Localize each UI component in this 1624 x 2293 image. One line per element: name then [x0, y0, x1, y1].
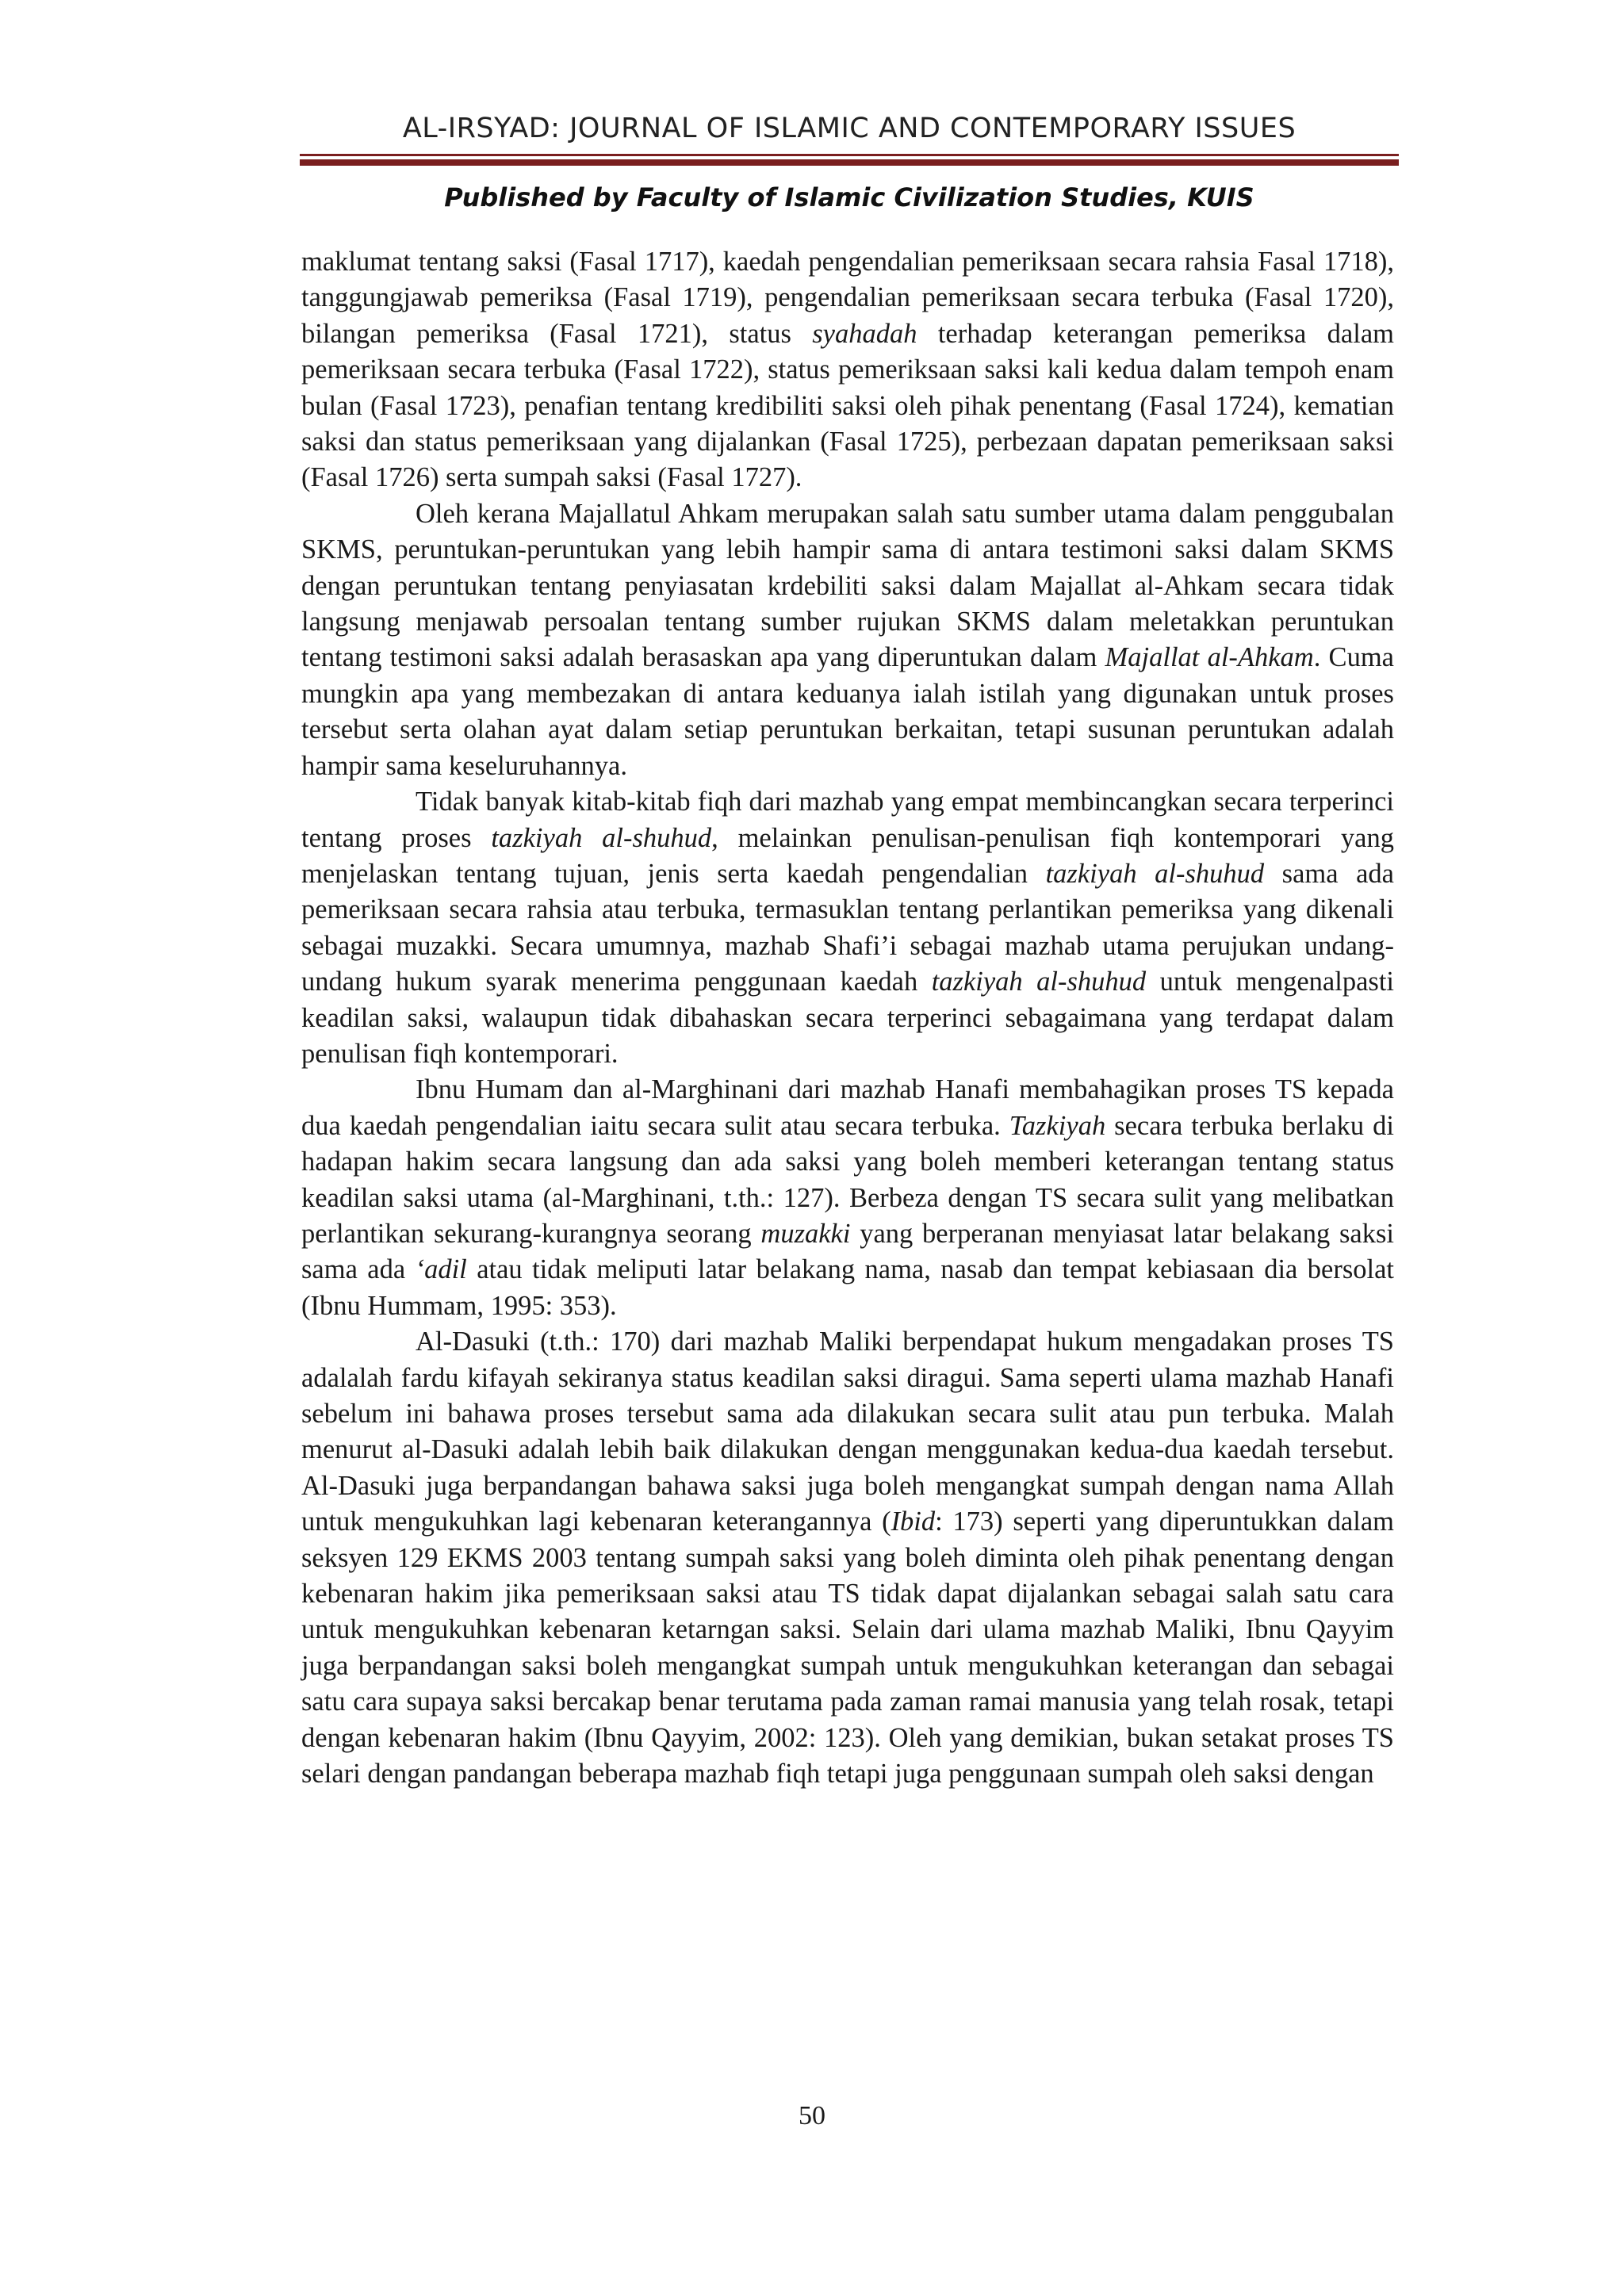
paragraph-text: : 173) seperti yang diperuntukkan dalam seksyen 129 EKMS 2003 tentang sumpah saksi yang boleh diminta oleh pihak penentang dengan kebenaran hakim jika pemeriksaan saksi atau TS tidak dapat dijalankan sebagai salah satu cara untuk mengukuhkan kebenaran ketarngan saksi. Selain dari ulama mazhab Maliki, Ibnu Qayyim juga berpandangan saksi boleh mengangkat sumpah untuk mengukuhkan keterangan dan sebagai satu cara supaya saksi bercakap benar terutama pada zaman ramai manusia yang telah rosak, tetapi dengan kebenaran hakim (Ibnu Qayyim, 2002: 123). Oleh yang demikian, bukan setakat proses TS selari dengan pandangan beberapa mazhab fiqh tetapi juga penggunaan sumpah oleh saksi dengan	[301, 1506, 1394, 1790]
italic-term: muzakki	[760, 1218, 851, 1249]
paragraph-text: Oleh kerana Majallatul Ahkam merupakan salah satu sumber utama dalam penggubalan SKMS, peruntukan-peruntukan yang lebih hampir sama di antara testimoni saksi dalam SKMS dengan peruntukan tentang penyiasatan krdebiliti saksi dalam Majallat al-Ahkam secara tidak langsung menjawab persoalan tentang sumber rujukan SKMS dalam meletakkan peruntukan tentang testimoni saksi adalah berasaskan apa yang diperuntukan dalam	[301, 498, 1394, 673]
paragraph-text: yang berperanan menyiasat latar belakang saksi sama ada	[301, 1218, 1394, 1285]
italic-term: Majallat al-Ahkam	[1105, 642, 1314, 673]
paragraph-text: untuk mengenalpasti keadilan saksi, walaupun tidak dibahaskan secara terperinci sebagaimana yang terdapat dalam penulisan fiqh kontemporari.	[301, 967, 1394, 1069]
paragraph-text: terhadap keterangan pemeriksa dalam pemeriksaan secara terbuka (Fasal 1722), status pemeriksaan saksi kali kedua dalam tempoh enam bulan (Fasal 1723), penafian tentang kredibiliti saksi oleh pihak penentang (Fasal 1724), kematian saksi dan status pemeriksaan yang dijalankan (Fasal 1725), perbezaan dapatan pemeriksaan saksi (Fasal 1726) serta sumpah saksi (Fasal 1727).	[301, 318, 1394, 493]
paragraph	[301, 1072, 1394, 1324]
page-number: 50	[799, 2101, 825, 2130]
italic-term: Ibid	[891, 1506, 936, 1537]
paragraph	[301, 244, 1394, 496]
italic-term: tazkiyah al-shuhud	[1045, 858, 1265, 889]
italic-term: tazkiyah al-shuhud	[491, 822, 712, 853]
paragraph	[301, 1324, 1394, 1792]
italic-term: ‘adil	[415, 1254, 467, 1285]
journal-header	[300, 109, 1399, 215]
paragraph-text: maklumat tentang saksi (Fasal 1717), kaedah pengendalian pemeriksaan secara rahsia Fasal 1718), tanggungjawab pemeriksa (Fasal 1719), pengendalian pemeriksaan secara terbuka (Fasal 1720), bilangan pemeriksa (Fasal 1721), status	[301, 247, 1394, 349]
paragraph-text: Al-Dasuki (t.th.: 170) dari mazhab Maliki berpendapat hukum mengadakan proses TS adalalah fardu kifayah sekiranya status keadilan saksi diragui. Sama seperti ulama mazhab Hanafi sebelum ini bahawa proses tersebut sama ada dilakukan secara sulit atau pun terbuka. Malah menurut al-Dasuki adalah lebih baik dilakukan dengan menggunakan kedua-dua kaedah tersebut. Al-Dasuki juga berpandangan bahawa saksi juga boleh mengangkat sumpah dengan nama Allah untuk mengukuhkan lagi kebenaran keterangannya (	[301, 1326, 1394, 1537]
paragraph-text: Ibnu Humam dan al-Marghinani dari mazhab Hanafi membahagikan proses TS kepada dua kaedah pengendalian iaitu secara sulit atau secara terbuka.	[301, 1074, 1394, 1141]
publisher-line: Published by Faculty of Islamic Civilization Studies, KUIS	[444, 182, 1254, 212]
paragraph-text: sama ada pemeriksaan secara rahsia atau terbuka, termasuklan tentang perlantikan pemeriksa yang dikenali sebagai muzakki. Secara umumnya, mazhab Shafi’i sebagai mazhab utama perujukan undang-undang hukum syarak menerima penggunaan kaedah	[301, 858, 1394, 997]
header-rule-thick	[300, 159, 1399, 166]
paragraph	[301, 496, 1394, 784]
paragraph-text: . Cuma mungkin apa yang membezakan di antara keduanya ialah istilah yang digunakan untuk proses tersebut serta olahan ayat dalam setiap peruntukan berkaitan, tetapi susunan peruntukan adalah hampir sama keseluruhannya.	[301, 642, 1394, 781]
paragraph-text: atau tidak meliputi latar belakang nama, nasab dan tempat kebiasaan dia bersolat (Ibnu Hummam, 1995: 353).	[301, 1254, 1394, 1321]
header-rule-thin	[300, 154, 1399, 156]
paragraph-text: , melainkan penulisan-penulisan fiqh kontemporari yang menjelaskan tentang tujuan, jenis serta kaedah pengendalian	[301, 822, 1394, 889]
article-body	[301, 244, 1394, 1792]
paragraph-text: Tidak banyak kitab-kitab fiqh dari mazhab yang empat membincangkan secara terperinci tentang proses	[301, 787, 1394, 853]
italic-term: tazkiyah al-shuhud	[931, 967, 1147, 997]
paragraph-text: secara terbuka berlaku di hadapan hakim secara langsung dan ada saksi yang boleh memberi keterangan tentang status keadilan saksi utama (al-Marghinani, t.th.: 127). Berbeza dengan TS secara sulit yang melibatkan perlantikan sekurang-kurangnya seorang	[301, 1110, 1394, 1249]
italic-term: syahadah	[812, 318, 917, 349]
paragraph	[301, 784, 1394, 1072]
journal-title: AL-IRSYAD: JOURNAL OF ISLAMIC AND CONTEMPORARY ISSUES	[402, 113, 1297, 144]
italic-term: Tazkiyah	[1009, 1110, 1106, 1141]
